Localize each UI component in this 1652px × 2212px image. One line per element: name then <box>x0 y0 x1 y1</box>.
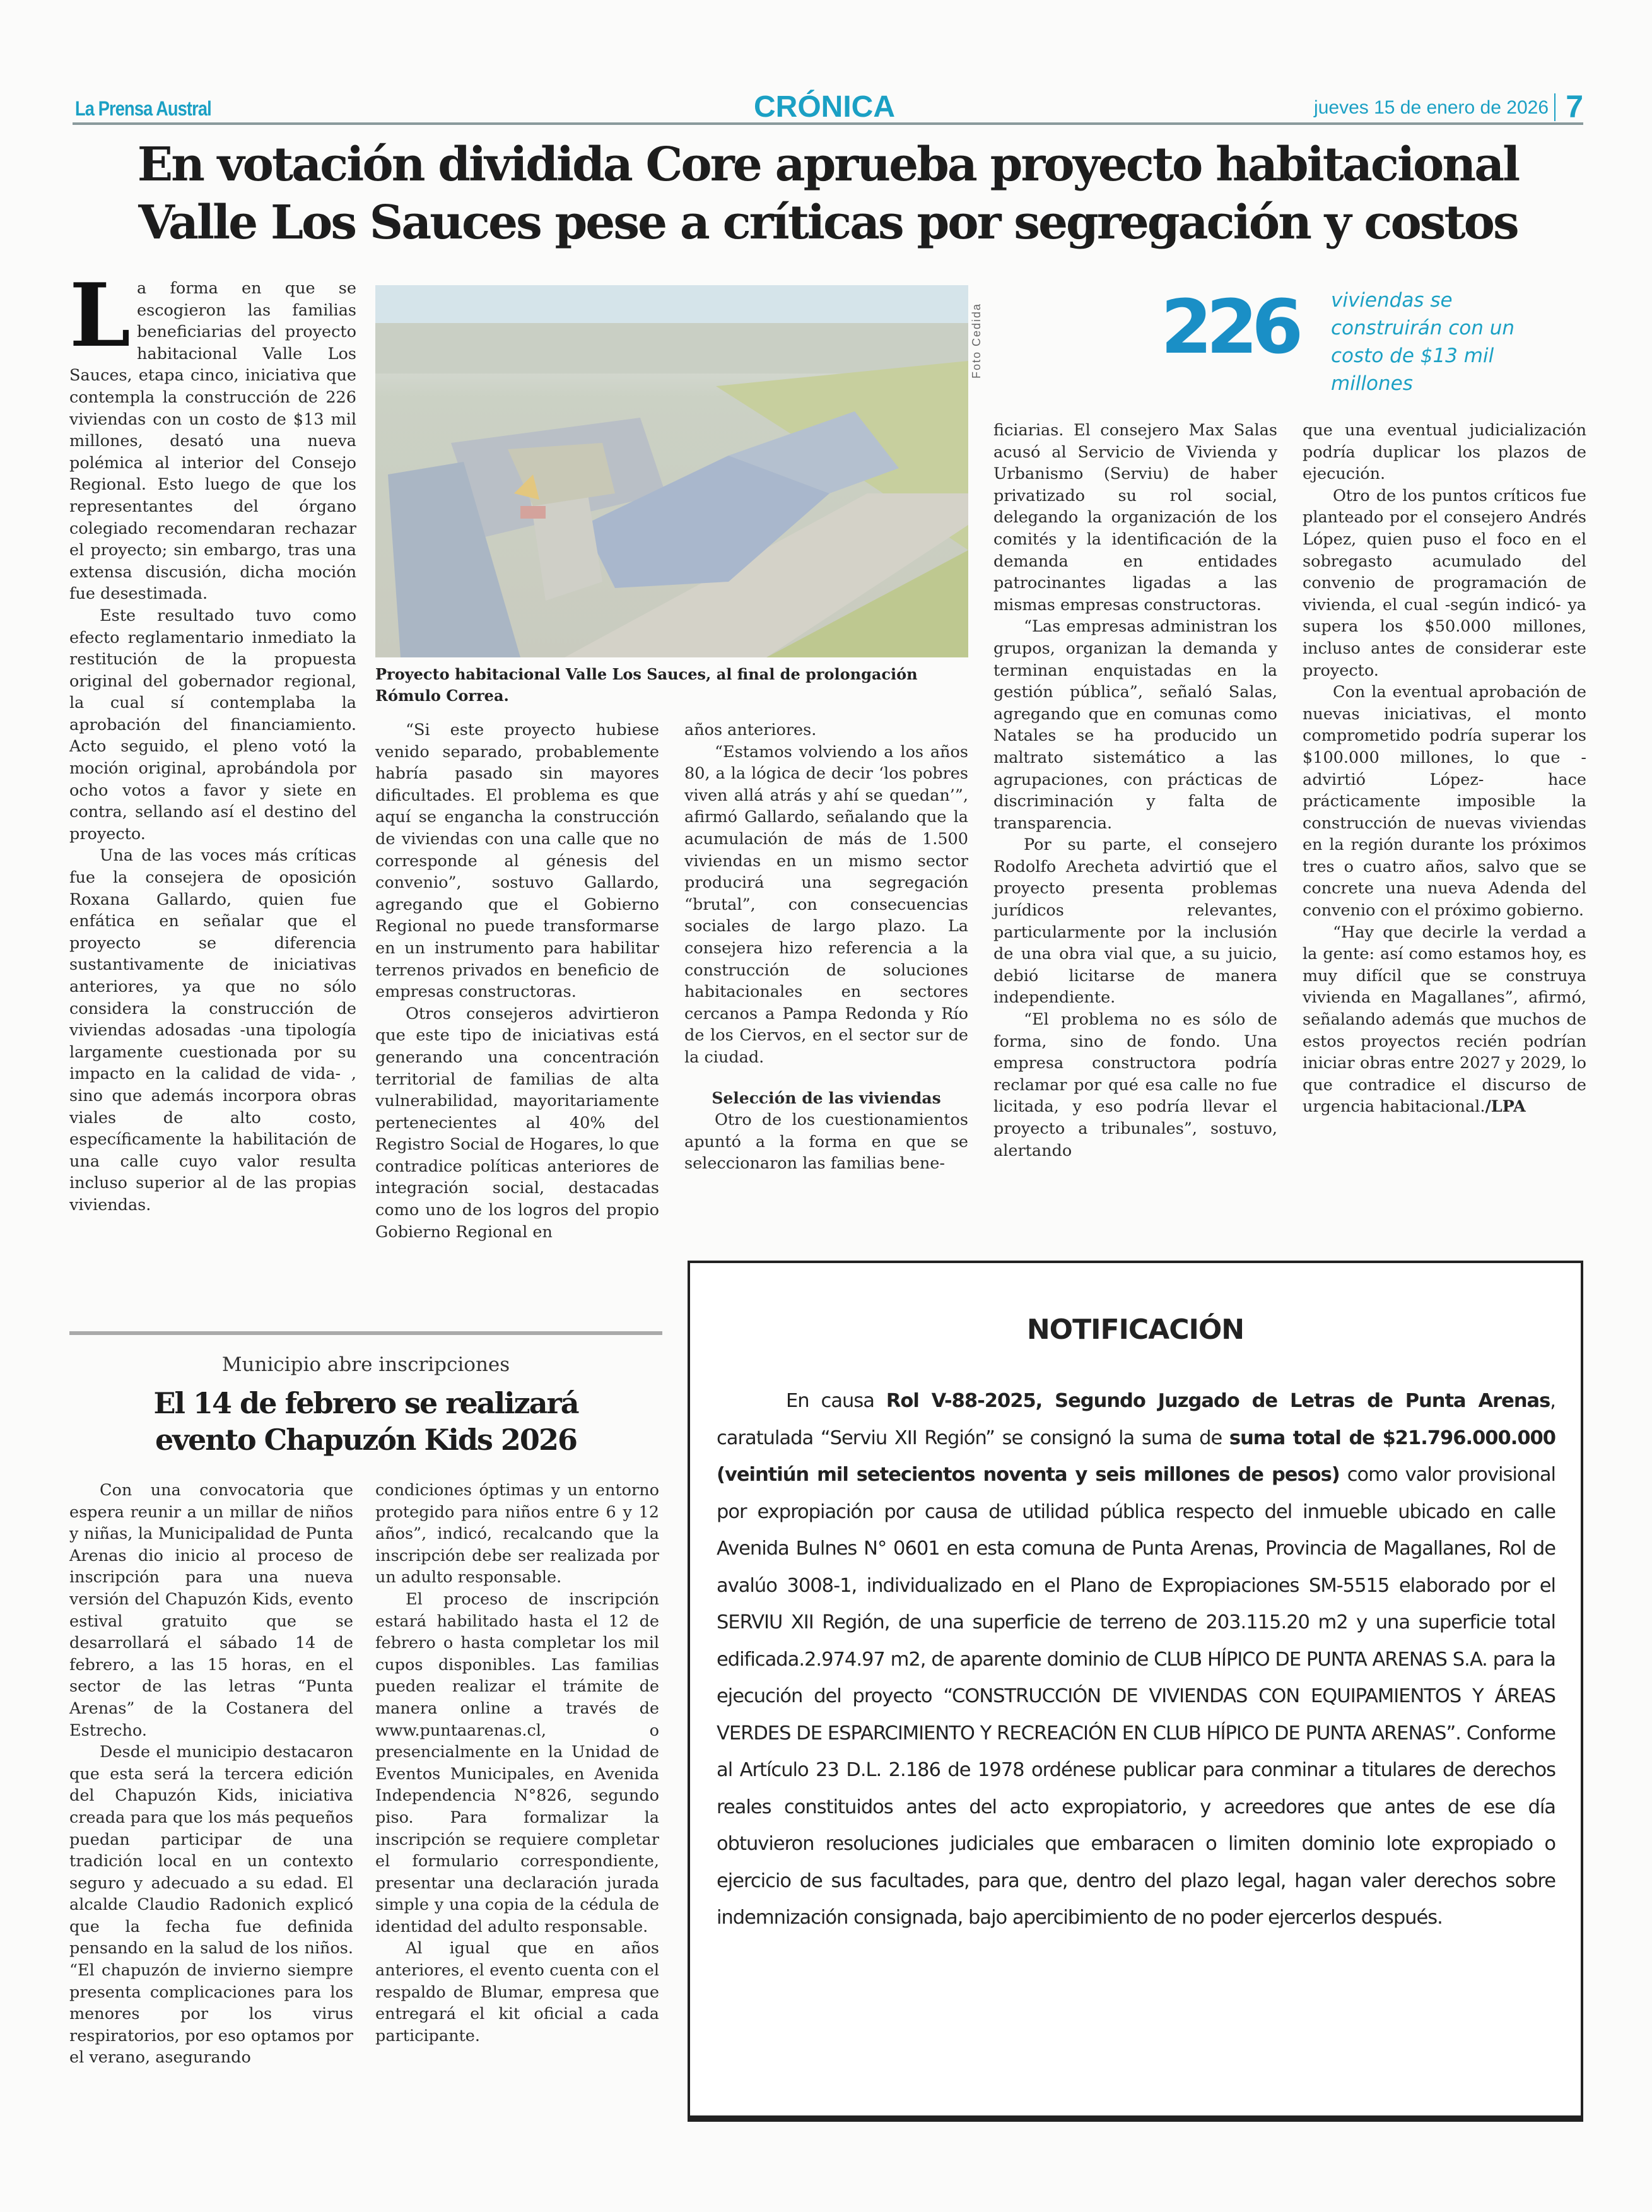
article-paragraph: Otro de los cuestionamientos apuntó a la forma en que se seleccionaron las familias bene- <box>684 1110 968 1174</box>
main-article-column-3 <box>684 719 968 1175</box>
article-kicker: Municipio abre inscripciones <box>221 1353 510 1376</box>
header-divider <box>1554 93 1555 121</box>
article-paragraph: “Si este proyecto hubiese venido separado, probablemente habría pasado sin mayores dificultades. El problema es que aquí se engancha la construcción de viviendas con una calle que no corresponde al génesis del convenio”, sostuvo Gallardo, agregando que el Gobierno Regional no puede transformarse en un instrumento para habilitar terrenos privados en beneficio de empresas constructoras. <box>375 721 659 1002</box>
photo-credit: Foto Cedida <box>970 302 983 379</box>
article-paragraph: Este resultado tuvo como efecto reglamentario inmediato la restitución de la propuesta original del gobernador regional, la cual sí contemplaba la aprobación del financiamiento. Acto seguido, el pleno votó la moción original, aprobándola por ocho votos a favor y siete en contra, sellando así el destino del proyecto. <box>69 606 356 844</box>
article-paragraph: Desde el municipio destacaron que esta será la tercera edición del Chapuzón Kids, iniciativa creada para que los más pequeños puedan participar de una tradición local en un contexto seguro y adecuado a su edad. El alcalde Claudio Radonich explicó que la fecha fue definida pensando en la salud de los niños. “El chapuzón de invierno siempre presenta complicaciones para los menores por los virus respiratorios, por eso optamos por el verano, asegurando <box>69 1743 353 2068</box>
second-article-column-1 <box>69 1480 353 2069</box>
stat-description: viviendas se construirán con un costo de $13 mil millones <box>1331 289 1515 395</box>
notice-body: En causa Rol V-88-2025, Segundo Juzgado de Letras de Punta Arenas, caratulada “Serviu XII Región” se consignó la suma de suma total de $21.796.000.000 (veintiún mil setecientos noventa y seis millones de pesos) como valor provisional por expropiación por causa de utilidad pública respecto del inmueble ubicado en calle Avenida Bulnes N° 0601 en esta comuna de Punta Arenas, Provincia de Magallanes, Rol de avalúo 3008-1, individualizado en el Plano de Expropiaciones SM-5515 elaborado por el SERVIU XII Región, de una superficie de terreno de 203.115.20 m2 y una superficie total edificada.2.974.97 m2, de aparente dominio de CLUB HÍPICO DE PUNTA ARENAS S.A. para la ejecución del proyecto “CONSTRUCCIÓN DE VIVIENDAS CON EQUIPAMIENTOS Y ÁREAS VERDES DE ESPARCIMIENTO Y RECREACIÓN EN CLUB HÍPICO DE PUNTA ARENAS”. Conforme al Artículo 23 D.L. 2.186 de 1978 ordénese publicar para conminar a titulares de derechos reales constituidos antes del acto expropiatorio, y acreedores que antes de ese día obtuvieron resoluciones judiciales que embaracen o limiten dominio lote expropiado o ejercicio de sus facultades, para que, dentro del plazo legal, hagan valer derechos sobre indemnización consignada, bajo apercibimiento de no poder ejercerlos después. <box>717 1390 1555 1929</box>
headline-line-2: Valle Los Sauces pese a críticas por segregación y costos <box>138 196 1518 250</box>
section-divider <box>69 1331 662 1335</box>
article-paragraph: Una de las voces más críticas fue la consejera de oposición Roxana Gallardo, quien fue enfática en señalar que el proyecto se diferencia sustantivamente de iniciativas anteriores, ya que no sólo considera la construcción de viviendas adosadas -una tipología largamente cuestionada por su impacto en la calidad de vida- , sino que además incorpora obras viales de alto costo, específicamente la habilitación de una calle cuyo valor resulta incluso superior al de las propias viviendas. <box>69 846 356 1215</box>
article-paragraph: que una eventual judicialización podría duplicar los plazos de ejecución. <box>1303 421 1586 484</box>
article-paragraph: años anteriores. <box>684 721 817 739</box>
masthead <box>73 88 1583 125</box>
article-paragraph: “Las empresas administran los grupos, organizan la demanda y terminan enquistadas en la gestión pública”, señaló Salas, agregando que en comunas como Natales se ha producido un maltrato sistemático a las agrupaciones, con prácticas de discriminación y falta de transparencia. <box>993 617 1277 833</box>
article-paragraph: Con la eventual aprobación de nuevas iniciativas, el monto comprometido podría superar los $100.000 millones, lo que -advirtió López- hace prácticamente imposible la construcción de nuevas viviendas en la región durante los próximos tres o cuatro años, salvo que se concrete una nueva Adenda del convenio con el próximo gobierno. <box>1303 683 1586 921</box>
issue-date: jueves 15 de enero de 2026 <box>1314 97 1549 118</box>
article-paragraph: “El problema no es sólo de forma, sino de fondo. Una empresa constructora podría reclamar por qué esa calle no fue licitada, y eso podría llevar el proyecto a tribunales”, sostuvo, alertando <box>993 1010 1277 1160</box>
stat-number: 226 <box>1161 283 1298 370</box>
main-headline <box>73 136 1583 252</box>
article-paragraph: Con una convocatoria que espera reunir a un millar de niños y niñas, la Municipalidad de Punta Arenas dio inicio al proceso de inscripción para una nueva versión del Chapuzón Kids, evento estival gratuito que se desarrollará el sábado 14 de febrero, a las 15 horas, en el sector de las letras “Punta Arenas” de la Costanera del Estrecho. <box>69 1481 353 1740</box>
second-article-column-2 <box>375 1480 659 2047</box>
article-photo <box>375 285 968 657</box>
main-article-column-2 <box>375 719 659 1243</box>
article-paragraph: ficiarias. El consejero Max Salas acusó al Servicio de Vivienda y Urbanismo (Serviu) de haber privatizado su rol social, delegando la organización de los comités y la identificación de la demanda en entidades patrocinantes ligadas a las mismas empresas constructoras. <box>993 421 1277 615</box>
article-paragraph: “Hay que decirle la verdad a la gente: así como estamos hoy, es muy difícil que se construya vivienda en Magallanes”, afirmó, señalando además que muchos de estos proyectos recién podrían iniciar obras entre 2027 y 2029, lo que contradice el discurso de urgencia habitacional./LPA <box>1303 922 1586 1117</box>
newspaper-logo: La Prensa Austral <box>75 97 211 120</box>
second-article-headline: El 14 de febrero se realizará evento Chapuzón Kids 2026 <box>153 1386 578 1457</box>
case-reference: Rol V-88-2025, Segundo Juzgado de Letras de Punta Arenas <box>886 1390 1550 1412</box>
drop-cap: L <box>69 264 131 367</box>
legal-notice-box <box>688 1261 1583 2122</box>
main-article-column-4 <box>993 420 1277 1162</box>
notice-title: NOTIFICACIÓN <box>1026 1314 1245 1346</box>
author-signature: /LPA <box>1485 1097 1526 1117</box>
article-paragraph: “Estamos volviendo a los años 80, a la lógica de decir ‘los pobres viven allá atrás y ahí se quedan’”, afirmó Gallardo, señalando que la acumulación de más de 1.500 viviendas en un mismo sector producirá una segregación “brutal”, con consecuencias sociales de largo plazo. La consejera hizo referencia a la construcción de soluciones habitacionales en sectores cercanos a Pampa Redonda y Río de los Ciervos, en el sector sur de la ciudad. <box>684 742 968 1067</box>
page-number: 7 <box>1566 89 1583 124</box>
photo-caption: Proyecto habitacional Valle Los Sauces, al final de prolongación Rómulo Correa. <box>375 665 918 705</box>
headline-line-1: En votación dividida Core aprueba proyecto habitacional <box>137 138 1519 192</box>
main-article-column-5 <box>1303 420 1586 1118</box>
article-paragraph: El proceso de inscripción estará habilitado hasta el 12 de febrero o hasta completar los mil cupos disponibles. Las familias pueden realizar el trámite de manera online a través de www.puntaarenas.cl, o presencialmente en la Unidad de Eventos Municipales, en Avenida Independencia N°826, segundo piso. Para formalizar la inscripción se requiere completar el formulario correspondiente, presentar una declaración jurada simple y una copia de la cédula de identidad del adulto responsable. <box>375 1589 659 1936</box>
article-paragraph: La forma en que se escogieron las familias beneficiarias del proyecto habitacional Valle Los Sauces, etapa cinco, iniciativa que contempla la construcción de 226 viviendas con un costo de $13 mil millones, desató una nueva polémica al interior del Consejo Regional. Esto luego de que los representantes del órgano colegiado recomendaran rechazar el proyecto; sin embargo, tras una extensa discusión, dicha moción fue desestimada. <box>69 264 356 604</box>
article-paragraph: Al igual que en años anteriores, el evento cuenta con el respaldo de Blumar, empresa que entregará el kit oficial a cada participante. <box>375 1939 659 2045</box>
article-paragraph: Otros consejeros advirtieron que este tipo de iniciativas está generando una concentración territorial de familias de alta vulnerabilidad, mayoritariamente pertenecientes al 40% del Registro Social de Hogares, lo que contradice políticas anteriores de integración social, destacadas como uno de los logros del propio Gobierno Regional en <box>375 1004 659 1242</box>
aerial-housing-photo <box>375 285 968 657</box>
article-paragraph: Por su parte, el consejero Rodolfo Arecheta advirtió que el proyecto presenta problemas jurídicos relevantes, particularmente por la inclusión de una obra vial que, a su juicio, debió licitarse de manera independiente. <box>993 835 1277 1008</box>
section-name: CRÓNICA <box>754 90 895 124</box>
consigned-amount: suma total de $21.796.000.000 (veintiún mil setecientos noventa y seis millones de pesos) <box>717 1427 1555 1486</box>
article-paragraph: condiciones óptimas y un entorno protegido para niños entre 6 y 12 años”, indicó, recalcando que la inscripción debe ser realizada por un adulto responsable. <box>375 1481 659 1587</box>
article-paragraph: Otro de los puntos críticos fue planteado por el consejero Andrés López, quien puso el foco en el sobregasto acumulado del convenio de programación de vivienda, el cual -según indicó- ya supera los $50.000 millones, incluso antes de considerar este proyecto. <box>1303 486 1586 680</box>
section-subheading: Selección de las viviendas <box>712 1088 941 1107</box>
main-article-column-1 <box>69 264 356 1216</box>
